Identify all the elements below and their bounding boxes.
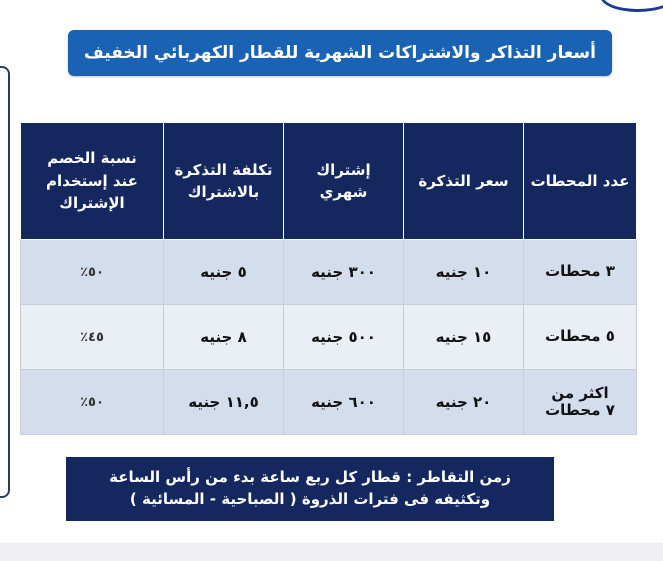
cell-discount: ٥٠٪ — [21, 240, 164, 305]
cell-ticket-price: ٢٠ جنيه — [404, 370, 524, 435]
table-row — [21, 370, 637, 435]
cell-ticket-cost: ٨ جنيه — [164, 305, 284, 370]
cell-stations: ٣ محطات — [524, 240, 637, 305]
headway-note-line-1: زمن التقاطر : قطار كل ربع ساعة بدء من رأس الساعة — [109, 468, 511, 487]
cell-stations: ٥ محطات — [524, 305, 637, 370]
header-discount-rate: نسبة الخصم عند إستخدام الإشتراك — [21, 123, 164, 240]
cell-monthly: ٦٠٠ جنيه — [284, 370, 404, 435]
headway-note-line-2: وتكثيفه فى فترات الذروة ( الصباحية - المسائية ) — [129, 490, 491, 508]
header-monthly-subscription: إشتراك شهري — [284, 123, 404, 240]
cell-ticket-cost: ٥ جنيه — [164, 240, 284, 305]
cell-monthly: ٣٠٠ جنيه — [284, 240, 404, 305]
header-ticket-price: سعر التذكرة — [404, 123, 524, 240]
cell-stations: اكثر من ٧ محطات — [524, 370, 637, 435]
title-banner — [68, 30, 612, 76]
cell-discount: ٥٠٪ — [21, 370, 164, 435]
table-header-row — [21, 123, 637, 240]
headway-note-banner — [66, 457, 554, 521]
price-table — [20, 122, 637, 435]
bottom-band — [0, 543, 663, 561]
table-row — [21, 305, 637, 370]
table-row — [21, 240, 637, 305]
cell-discount: ٤٥٪ — [21, 305, 164, 370]
cell-ticket-price: ١٥ جنيه — [404, 305, 524, 370]
logo-oval — [600, 0, 663, 12]
cell-ticket-cost: ١١,٥ جنيه — [164, 370, 284, 435]
header-ticket-cost-with-subscription: تكلفة التذكرة بالاشتراك — [164, 123, 284, 240]
cell-ticket-price: ١٠ جنيه — [404, 240, 524, 305]
header-stations: عدد المحطات — [524, 123, 637, 240]
page-title: أسعار التذاكر والاشتراكات الشهرية للقطار الكهربائي الخفيف — [84, 43, 596, 63]
cell-monthly: ٥٠٠ جنيه — [284, 305, 404, 370]
left-frame-border — [0, 66, 10, 498]
